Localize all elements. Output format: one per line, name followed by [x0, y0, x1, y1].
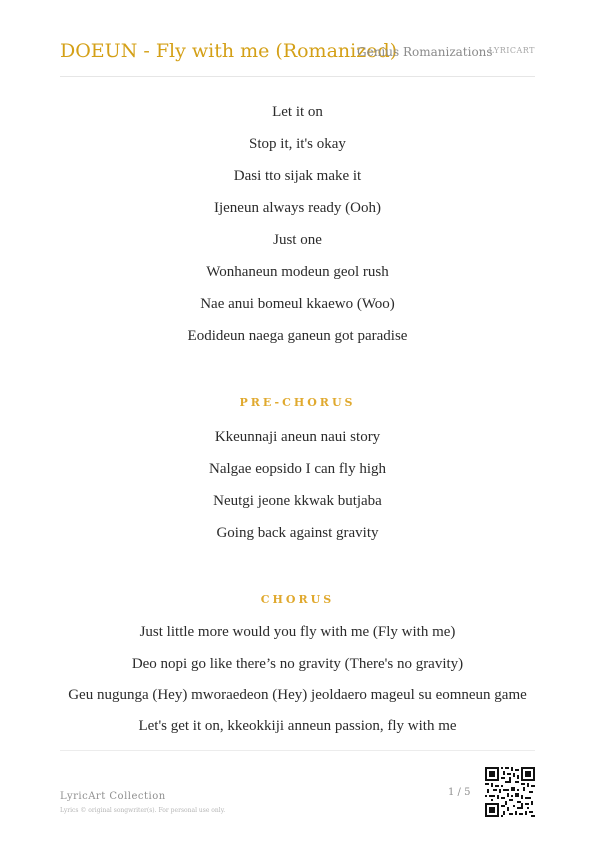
song-title: DOEUN - Fly with me (Romanized) — [60, 40, 398, 62]
lyric-line: Going back against gravity — [216, 525, 379, 541]
lyrics-body — [60, 96, 535, 742]
lyric-line: Ijeneun always ready (Ooh) — [213, 200, 381, 216]
lyric-line: Wonhaneun modeun geol rush — [206, 264, 389, 280]
footer-divider — [60, 750, 535, 751]
lyric-line: Let's get it on, kkeokkiji anneun passion, fly with me — [138, 718, 457, 734]
footer-note: Lyrics © original songwriter(s). For personal use only. — [60, 807, 226, 814]
page-number: 1 / 5 — [448, 787, 471, 798]
lyric-line: Stop it, it's okay — [249, 136, 346, 152]
lyric-line: Neutgi jeone kkwak butjaba — [213, 493, 382, 509]
page-header — [60, 38, 535, 77]
chorus-label: CHORUS — [260, 593, 335, 606]
footer-brand: LyricArt Collection — [60, 791, 166, 802]
lyric-line: Just little more would you fly with me (Fly with me) — [139, 624, 456, 640]
lyric-line: Just one — [273, 232, 322, 248]
lyric-line: Deo nopi go like there’s no gravity (There's no gravity) — [131, 656, 464, 672]
lyric-line: Eodideun naega ganeun got paradise — [187, 328, 408, 344]
lyric-line: Let it on — [272, 104, 323, 120]
lyric-line: Geu nugunga (Hey) mworaedeon (Hey) jeoldaero mageul su eomneun game — [68, 687, 527, 703]
verse-section — [60, 96, 535, 352]
pre-chorus-section — [60, 421, 535, 549]
song-subtitle: Genius Romanizations — [357, 45, 493, 59]
pre-chorus-label: PRE-CHORUS — [239, 396, 356, 409]
lyric-line: Nae anui bomeul kkaewo (Woo) — [200, 296, 395, 312]
qr-code-icon — [485, 767, 535, 817]
chorus-section — [60, 616, 535, 742]
brand-label: LYRICART — [488, 46, 535, 55]
lyric-line: Kkeunnaji aneun naui story — [214, 429, 381, 445]
lyric-line: Nalgae eopsido I can fly high — [208, 461, 387, 477]
lyric-line: Dasi tto sijak make it — [233, 168, 362, 184]
